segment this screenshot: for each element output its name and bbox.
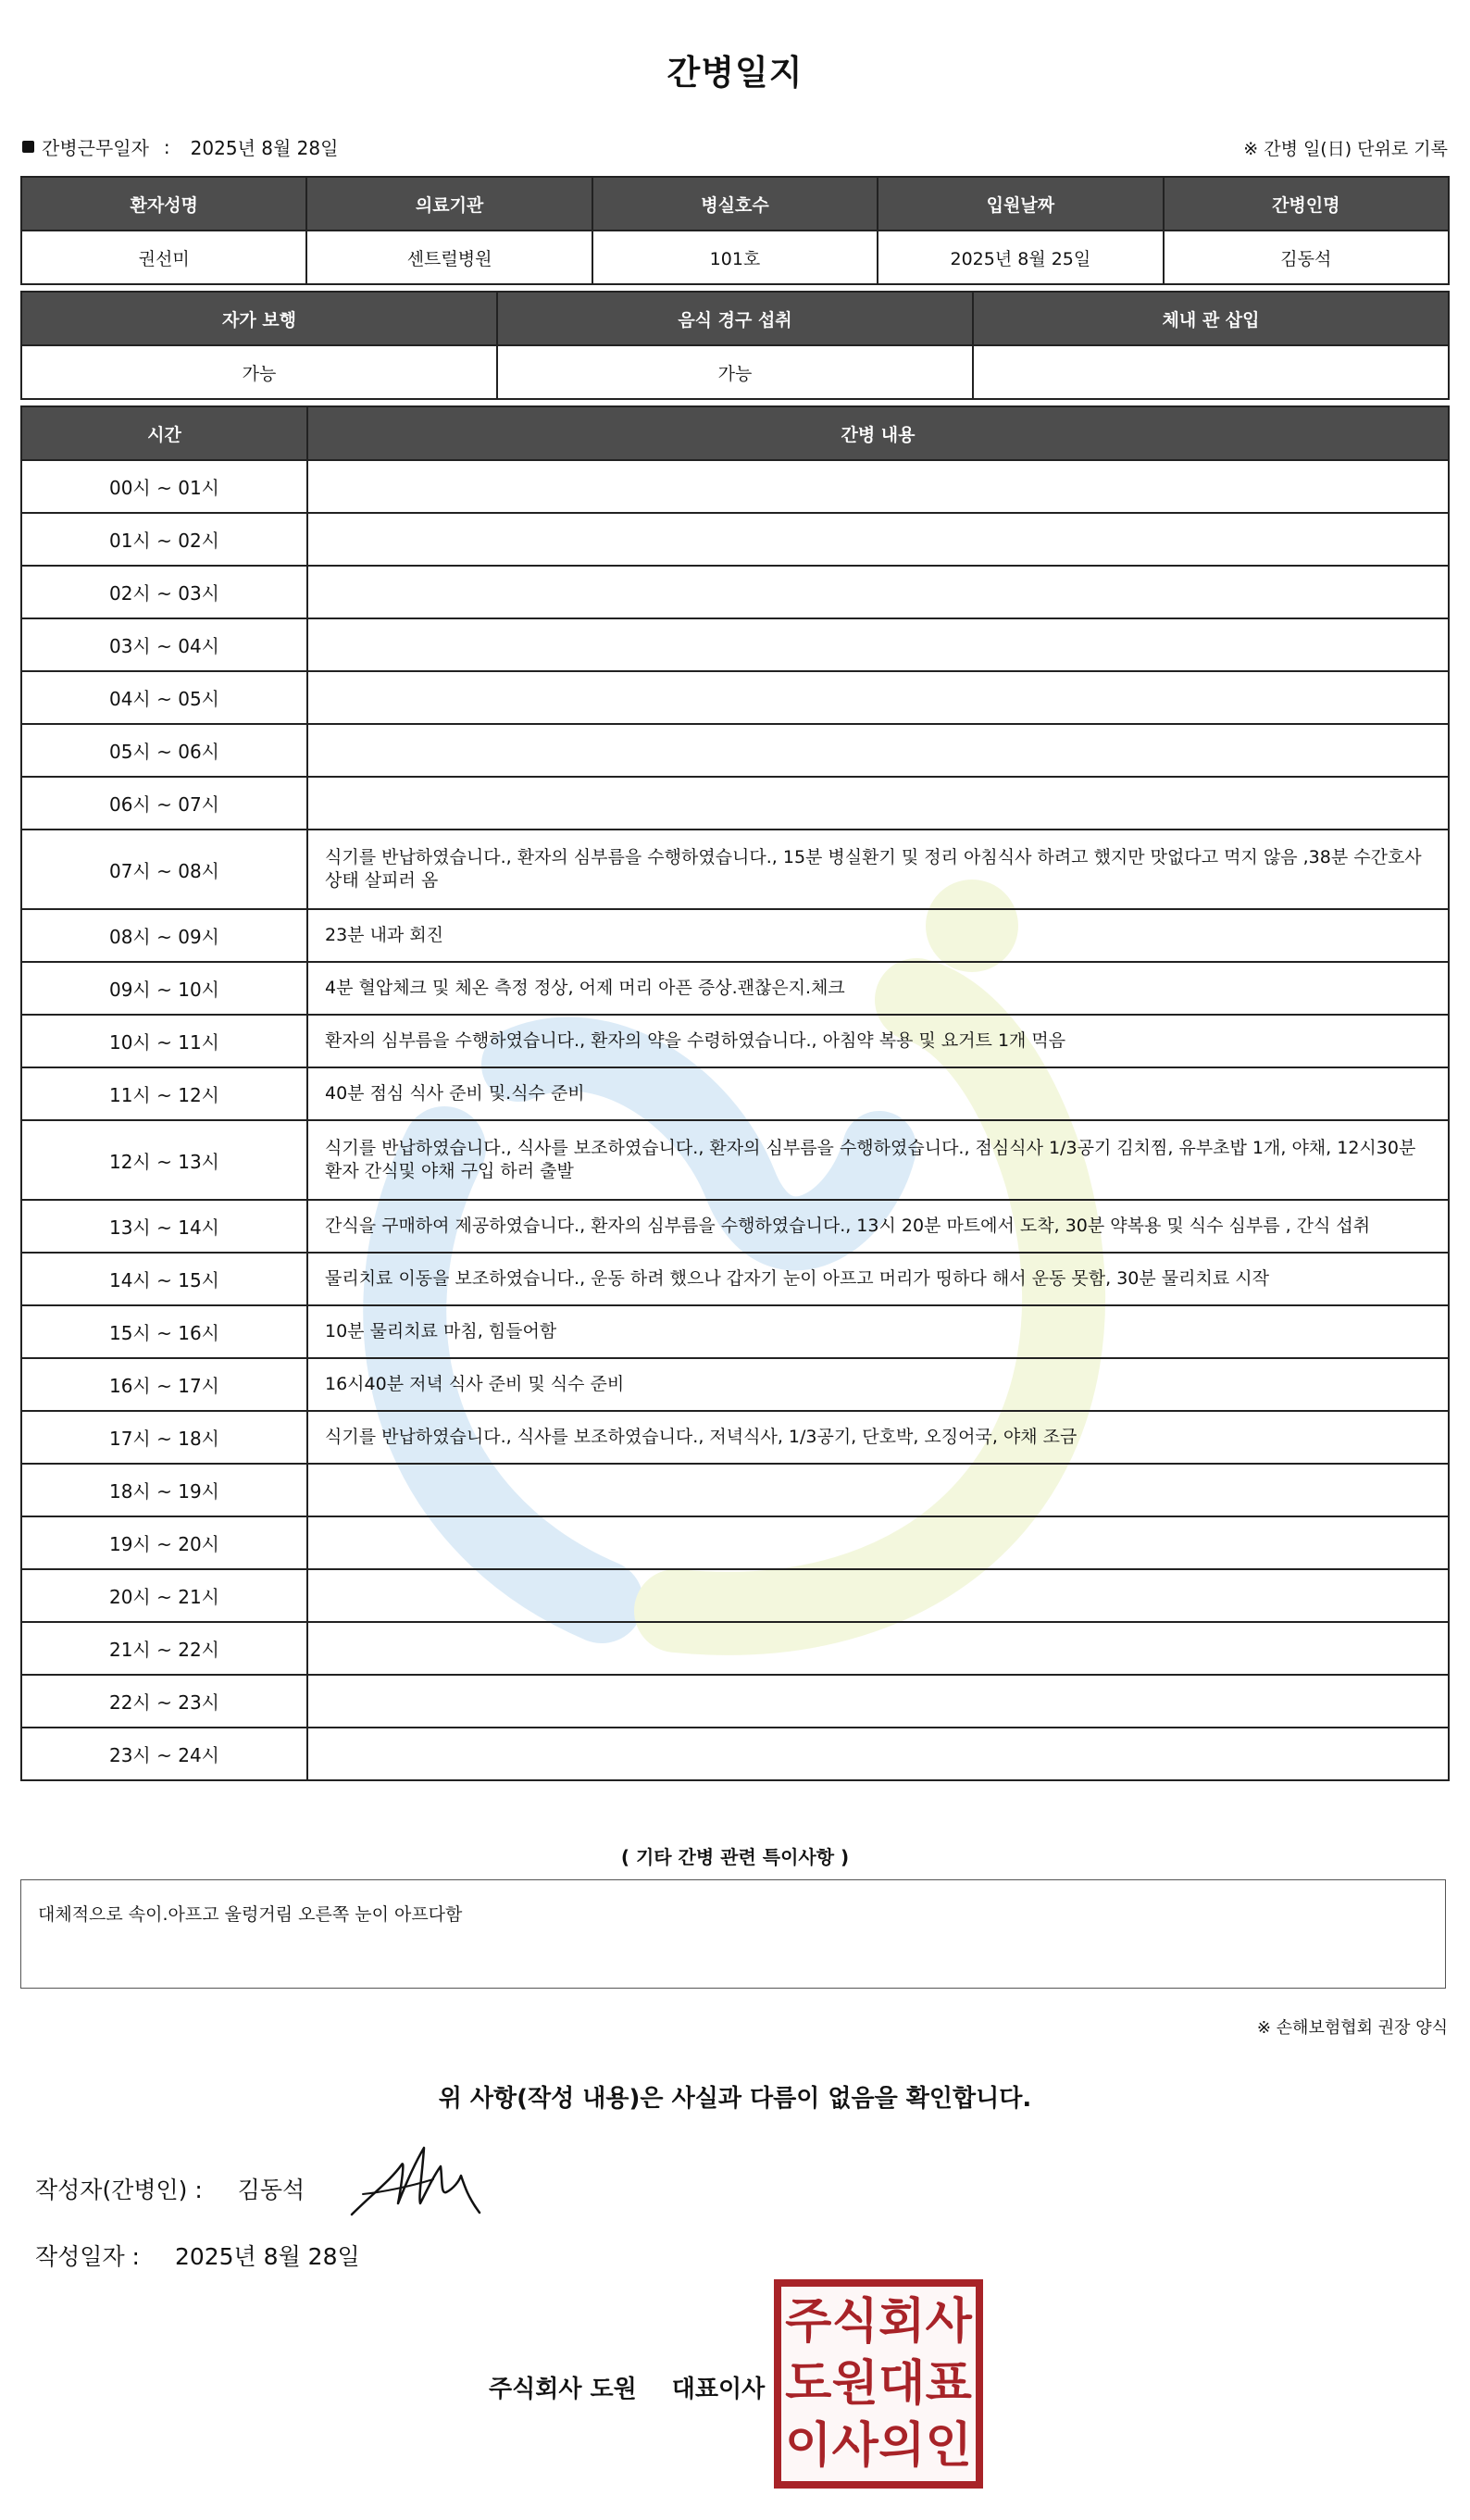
value-caregiver: 김동석 [1164,231,1449,284]
care-log-row [21,1358,1449,1411]
record-note: ※ 간병 일(日) 단위로 기록 [1243,139,1448,159]
care-log-row [21,618,1449,671]
care-log-row [21,777,1449,830]
log-time-cell: 21시 ~ 22시 [21,1622,307,1675]
log-content-cell: 식기를 반납하였습니다., 식사를 보조하였습니다., 환자의 심부름을 수행하였습니다., 점심식사 1/3공기 김치찜, 유부초밥 1개, 야채, 12시30분 환자 간식및 야채 구입 하러 출발 [307,1120,1449,1200]
log-content-cell: 16시40분 저녁 식사 준비 및 식수 준비 [307,1358,1449,1411]
log-time-cell: 08시 ~ 09시 [21,909,307,962]
care-log-row [21,909,1449,962]
notes-text: 대체적으로 속이.아프고 울렁거림 오른쪽 눈이 아프다함 [38,1904,463,1925]
care-log-row [21,1675,1449,1728]
value-room: 101호 [592,231,878,284]
seal-char: 회 [878,2293,926,2350]
care-log-row [21,1516,1449,1569]
log-time-cell: 14시 ~ 15시 [21,1253,307,1305]
log-content-cell [307,1622,1449,1675]
care-log-row [21,566,1449,618]
care-log-table [20,405,1450,1781]
care-log-row [21,1015,1449,1067]
work-date-colon: : [163,135,170,158]
header-admission-date: 입원날짜 [878,177,1163,231]
care-log-row [21,671,1449,724]
header-care-content: 간병 내용 [307,406,1449,460]
value-oral-intake: 가능 [497,345,973,399]
status-value-row [21,345,1449,399]
log-time-cell: 22시 ~ 23시 [21,1675,307,1728]
notes-title: ( 기타 간병 관련 특이사항 ) [620,1846,850,1868]
log-time-cell: 20시 ~ 21시 [21,1569,307,1622]
company-rep-title: 대표이사 [671,2376,766,2403]
written-date-value: 2025년 8월 28일 [174,2243,360,2270]
seal-char: 의 [878,2418,926,2475]
header-hospital: 의료기관 [306,177,592,231]
seal-char: 인 [925,2418,972,2475]
value-admission-date: 2025년 8월 25일 [878,231,1163,284]
header-walking: 자가 보행 [21,292,497,345]
care-log-body [21,460,1449,1780]
log-time-cell: 10시 ~ 11시 [21,1015,307,1067]
confirmation-statement: 위 사항(작성 내용)은 사실과 다름이 없음을 확인합니다. [438,2085,1032,2113]
care-log-row [21,460,1449,513]
status-header-row [21,292,1449,345]
writer-line [35,2172,305,2205]
patient-info-table [20,176,1450,285]
log-content-cell [307,513,1449,566]
seal-char: 주 [785,2293,832,2350]
care-log-row [21,513,1449,566]
seal-char: 식 [831,2293,878,2350]
log-time-cell: 00시 ~ 01시 [21,460,307,513]
header-caregiver: 간병인명 [1164,177,1449,231]
care-log-row [21,724,1449,777]
signature-icon [344,2139,483,2222]
patient-info-header-row [21,177,1449,231]
log-time-cell: 15시 ~ 16시 [21,1305,307,1358]
value-patient-name: 권선미 [21,231,306,284]
log-content-cell: 식기를 반납하였습니다., 환자의 심부름을 수행하였습니다., 15분 병실환기 및 정리 아침식사 하려고 했지만 맛없다고 먹지 않음 ,38분 수간호사 상태 살피러 옴 [307,830,1449,909]
log-time-cell: 06시 ~ 07시 [21,777,307,830]
log-content-cell [307,1516,1449,1569]
square-bullet-icon [22,141,34,153]
log-content-cell [307,724,1449,777]
log-content-cell [307,1675,1449,1728]
log-time-cell: 16시 ~ 17시 [21,1358,307,1411]
work-date-value: 2025년 8월 28일 [190,137,339,159]
log-content-cell: 40분 점심 식사 준비 및.식수 준비 [307,1067,1449,1120]
log-content-cell [307,566,1449,618]
written-date-line [35,2239,360,2272]
log-content-cell [307,671,1449,724]
seal-char: 대 [878,2355,926,2412]
log-time-cell: 23시 ~ 24시 [21,1728,307,1780]
log-content-cell [307,1728,1449,1780]
log-content-cell: 환자의 심부름을 수행하였습니다., 환자의 약을 수령하였습니다., 아침약 복용 및 요거트 1개 먹음 [307,1015,1449,1067]
value-walking: 가능 [21,345,497,399]
log-time-cell: 09시 ~ 10시 [21,962,307,1015]
company-name: 주식회사 도원 [489,2376,637,2403]
writer-name: 김동석 [237,2177,305,2203]
log-content-cell [307,1569,1449,1622]
writer-label: 작성자(간병인) : [35,2177,203,2203]
care-log-row [21,830,1449,909]
care-log-row [21,1120,1449,1200]
care-log-row [21,1728,1449,1780]
header-tube-insertion: 체내 관 삽입 [973,292,1449,345]
company-seal-stamp [774,2279,983,2489]
seal-char: 사 [925,2293,972,2350]
log-content-cell [307,618,1449,671]
notes-box [20,1879,1446,1989]
log-content-cell: 간식을 구매하여 제공하였습니다., 환자의 심부름을 수행하였습니다., 13시 20분 마트에서 도착, 30분 약복용 및 식수 심부름 , 간식 섭취 [307,1200,1449,1253]
log-time-cell: 12시 ~ 13시 [21,1120,307,1200]
care-log-row [21,1622,1449,1675]
log-content-cell: 식기를 반납하였습니다., 식사를 보조하였습니다., 저녁식사, 1/3공기, 단호박, 오징어국, 야채 조금 [307,1411,1449,1464]
seal-char: 원 [831,2355,878,2412]
company-line [489,2370,765,2404]
recommendation-note: ※ 손해보험협회 권장 양식 [1256,2018,1448,2038]
log-time-cell: 05시 ~ 06시 [21,724,307,777]
log-time-cell: 18시 ~ 19시 [21,1464,307,1516]
patient-info-value-row [21,231,1449,284]
header-patient-name: 환자성명 [21,177,306,231]
log-time-cell: 13시 ~ 14시 [21,1200,307,1253]
care-log-row [21,1464,1449,1516]
value-tube-insertion [973,345,1449,399]
log-time-cell: 02시 ~ 03시 [21,566,307,618]
log-content-cell: 23분 내과 회진 [307,909,1449,962]
work-date [22,133,338,160]
status-info-table [20,291,1450,400]
care-log-row [21,1411,1449,1464]
care-log-row [21,1305,1449,1358]
log-time-cell: 01시 ~ 02시 [21,513,307,566]
page-title: 간병일지 [666,53,804,93]
care-log-row [21,1067,1449,1120]
seal-char: 사 [831,2418,878,2475]
seal-char: 도 [785,2355,832,2412]
care-log-row [21,1200,1449,1253]
seal-char: 이 [785,2418,832,2475]
header-time: 시간 [21,406,307,460]
log-time-cell: 03시 ~ 04시 [21,618,307,671]
log-time-cell: 17시 ~ 18시 [21,1411,307,1464]
work-date-label: 간병근무일자 [42,137,149,159]
log-time-cell: 11시 ~ 12시 [21,1067,307,1120]
written-date-label: 작성일자 : [35,2243,140,2270]
header-oral-intake: 음식 경구 섭취 [497,292,973,345]
header-room: 병실호수 [592,177,878,231]
log-content-cell: 물리치료 이동을 보조하였습니다., 운동 하려 했으나 갑자기 눈이 아프고 머리가 띵하다 해서 운동 못함, 30분 물리치료 시작 [307,1253,1449,1305]
log-content-cell [307,460,1449,513]
care-log-row [21,1569,1449,1622]
log-time-cell: 04시 ~ 05시 [21,671,307,724]
care-log-row [21,962,1449,1015]
care-log-row [21,1253,1449,1305]
log-content-cell [307,777,1449,830]
care-log-header-row [21,406,1449,460]
log-content-cell [307,1464,1449,1516]
log-content-cell: 10분 물리치료 마침, 힘들어함 [307,1305,1449,1358]
seal-char: 표 [925,2355,972,2412]
log-time-cell: 07시 ~ 08시 [21,830,307,909]
log-time-cell: 19시 ~ 20시 [21,1516,307,1569]
value-hospital: 센트럴병원 [306,231,592,284]
log-content-cell: 4분 혈압체크 및 체온 측정 정상, 어제 머리 아픈 증상.괜찮은지.체크 [307,962,1449,1015]
